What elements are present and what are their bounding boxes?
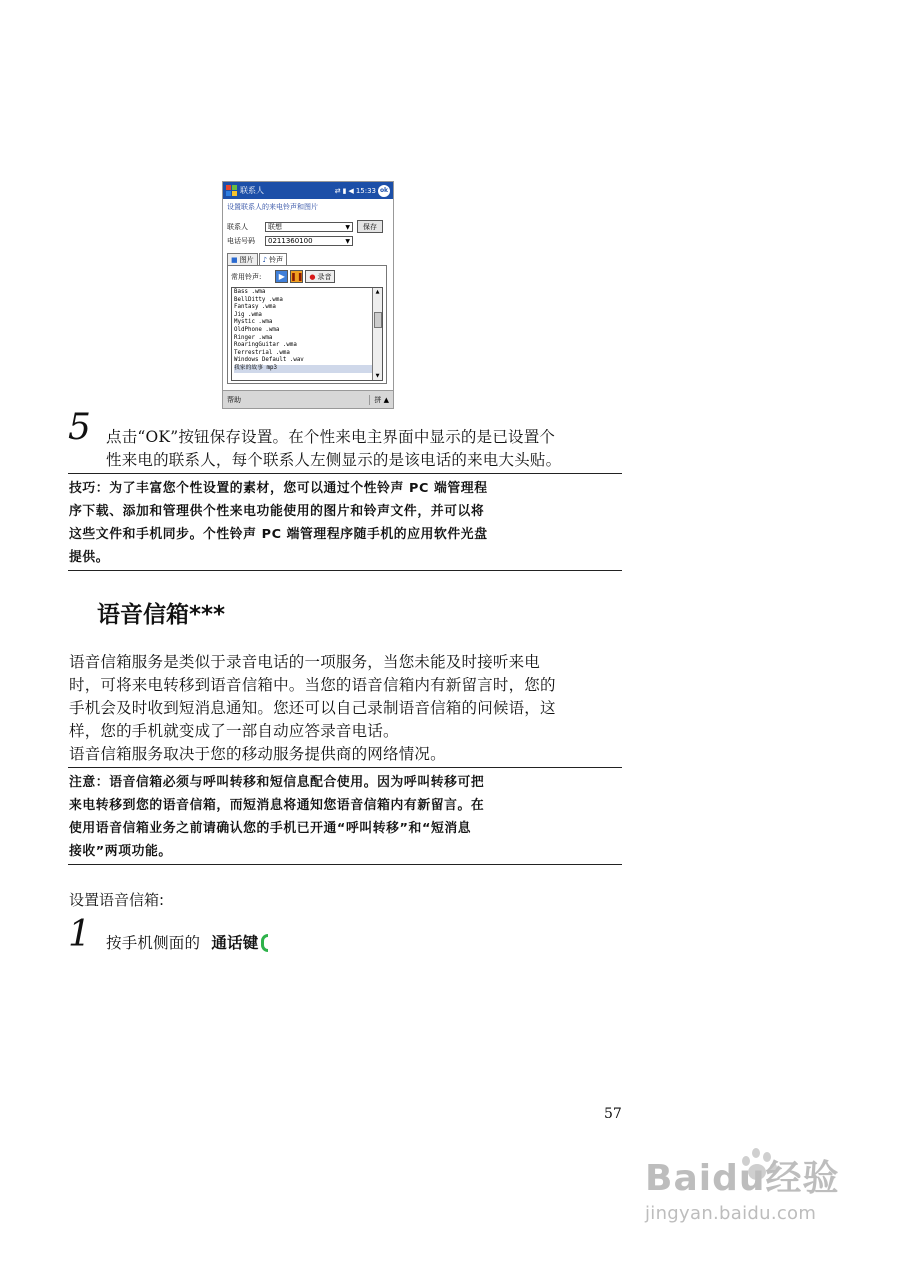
play-icon[interactable]: ▶ bbox=[275, 270, 288, 283]
input-arrow-icon: ▲ bbox=[383, 395, 389, 404]
signal-icon: ▮ bbox=[342, 186, 347, 195]
note-line-1: 注意：语音信箱必须与呼叫转移和短信息配合使用。因为呼叫转移可把 bbox=[69, 775, 485, 790]
dropdown-arrow-icon: ▼ bbox=[345, 223, 350, 231]
list-item[interactable]: Mystic .wma bbox=[234, 319, 273, 326]
divider bbox=[68, 767, 622, 768]
tab-picture-label: 图片 bbox=[239, 255, 254, 264]
ok-button[interactable]: ok bbox=[378, 185, 390, 197]
step-5-line-2: 性来电的联系人，每个联系人左侧显示的是该电话的来电大头贴。 bbox=[106, 451, 562, 469]
phone-number-row bbox=[227, 236, 353, 246]
ringtone-list[interactable] bbox=[231, 287, 383, 381]
step-1-text bbox=[106, 932, 268, 954]
phone-title-bar bbox=[223, 182, 393, 199]
help-menu[interactable]: 帮助 bbox=[227, 395, 241, 404]
list-item[interactable]: Windows Default .wav bbox=[234, 357, 304, 364]
tab-ringtone[interactable] bbox=[259, 253, 287, 265]
pause-icon[interactable]: ❚❚ bbox=[290, 272, 304, 281]
paragraph-line-4: 样，您的手机就变成了一部自动应答录音电话。 bbox=[69, 722, 399, 740]
paragraph-line-5: 语音信箱服务取决于您的移动服务提供商的网络情况。 bbox=[69, 745, 446, 763]
paragraph-line-1: 语音信箱服务是类似于录音电话的一项服务，当您未能及时接听来电 bbox=[69, 653, 541, 671]
tip-line-2: 序下载、添加和管理供个性来电功能使用的图片和铃声文件，并可以将 bbox=[69, 504, 485, 519]
contact-label: 联系人 bbox=[227, 222, 248, 231]
music-icon: ♪ bbox=[262, 255, 268, 264]
paragraph-line-2: 时，可将来电转移到语音信箱中。当您的语音信箱内有新留言时，您的 bbox=[69, 676, 556, 694]
input-method-button[interactable] bbox=[369, 395, 393, 405]
save-button[interactable]: 保存 bbox=[357, 220, 383, 233]
scroll-up-icon[interactable]: ▲ bbox=[375, 289, 380, 295]
tip-line-3: 这些文件和手机同步。个性铃声 PC 端管理程序随手机的应用软件光盘 bbox=[69, 527, 488, 542]
record-button[interactable] bbox=[305, 270, 335, 283]
phone-number-value: 0211360100 bbox=[268, 237, 313, 245]
divider bbox=[68, 473, 622, 474]
ringtone-controls bbox=[231, 270, 335, 283]
list-item[interactable]: RoaringGuitar .wma bbox=[234, 342, 297, 349]
sync-icon: ⇄ bbox=[334, 186, 341, 195]
list-item-selected[interactable]: 我家的故事 mp3 bbox=[234, 365, 382, 373]
note-line-4: 接收”两项功能。 bbox=[69, 844, 172, 859]
setup-title: 设置语音信箱: bbox=[69, 891, 165, 909]
note-line-2: 来电转移到您的语音信箱，而短消息将通知您语音信箱内有新留言。在 bbox=[69, 798, 485, 813]
scroll-down-icon[interactable]: ▼ bbox=[375, 373, 380, 379]
ringtone-panel bbox=[227, 265, 387, 384]
record-label: 录音 bbox=[317, 272, 332, 281]
watermark-brand: Baidu经验 bbox=[645, 1158, 840, 1199]
dropdown-arrow-icon: ▼ bbox=[345, 238, 350, 245]
tip-line-1: 技巧：为了丰富您个性设置的素材，您可以通过个性铃声 PC 端管理程 bbox=[69, 481, 488, 496]
phone-number-label: 电话号码 bbox=[227, 237, 255, 245]
input-method-label: 拼 bbox=[374, 395, 382, 404]
list-item[interactable]: Bass .wma bbox=[234, 289, 266, 295]
watermark bbox=[645, 1150, 839, 1224]
record-icon: ● bbox=[309, 272, 316, 281]
list-scrollbar[interactable] bbox=[372, 288, 382, 380]
clock-text: 15:33 bbox=[355, 186, 376, 195]
ringtone-label: 常用铃声: bbox=[231, 272, 262, 281]
phone-tabs bbox=[227, 253, 288, 265]
list-item[interactable]: Terrestrial .wma bbox=[234, 349, 290, 356]
tab-ringtone-label: 铃声 bbox=[269, 255, 284, 264]
phone-subtitle: 设置联系人的来电铃声和图片 bbox=[227, 203, 318, 211]
scroll-thumb[interactable] bbox=[374, 312, 382, 328]
phone-app-title: 联系人 bbox=[240, 186, 264, 195]
phone-screenshot bbox=[222, 181, 394, 409]
section-title: 语音信箱*** bbox=[97, 602, 226, 628]
note-line-3: 使用语音信箱业务之前请确认您的手机已开通“呼叫转移”和“短消息 bbox=[69, 821, 472, 836]
list-item[interactable]: OldPhone .wma bbox=[234, 326, 280, 333]
phone-menu-bar bbox=[223, 390, 393, 408]
call-key-label: 通话键 bbox=[211, 934, 259, 952]
phone-number-select[interactable] bbox=[265, 236, 353, 246]
status-icons bbox=[335, 185, 390, 197]
call-key-icon bbox=[261, 934, 268, 952]
list-item[interactable]: Jig .wma bbox=[234, 311, 262, 318]
step-1-label: 按手机侧面的 bbox=[106, 934, 201, 952]
divider bbox=[68, 864, 622, 865]
volume-icon[interactable]: ◀ bbox=[348, 186, 354, 195]
list-item[interactable]: BellDitty .wma bbox=[234, 296, 283, 303]
paragraph-line-3: 手机会及时收到短消息通知。您还可以自己录制语音信箱的问候语，这 bbox=[69, 699, 556, 717]
list-item[interactable]: Fantasy .wma bbox=[234, 304, 276, 311]
contact-select[interactable] bbox=[265, 222, 353, 232]
watermark-url: jingyan.baidu.com bbox=[645, 1203, 817, 1224]
contact-value: 联想 bbox=[268, 222, 282, 231]
step-5-number: 5 bbox=[68, 407, 91, 448]
contact-row bbox=[227, 220, 383, 233]
step-5-line-1: 点击“OK”按钮保存设置。在个性来电主界面中显示的是已设置个 bbox=[106, 428, 556, 446]
tip-line-4: 提供。 bbox=[69, 550, 110, 565]
picture-icon: ■ bbox=[231, 255, 238, 264]
tab-picture[interactable] bbox=[227, 253, 258, 265]
divider bbox=[68, 570, 622, 571]
list-item[interactable]: Ringer .wma bbox=[234, 334, 273, 341]
page-number: 57 bbox=[604, 1106, 622, 1122]
step-1-number: 1 bbox=[68, 914, 91, 955]
windows-start-icon[interactable] bbox=[226, 185, 237, 196]
